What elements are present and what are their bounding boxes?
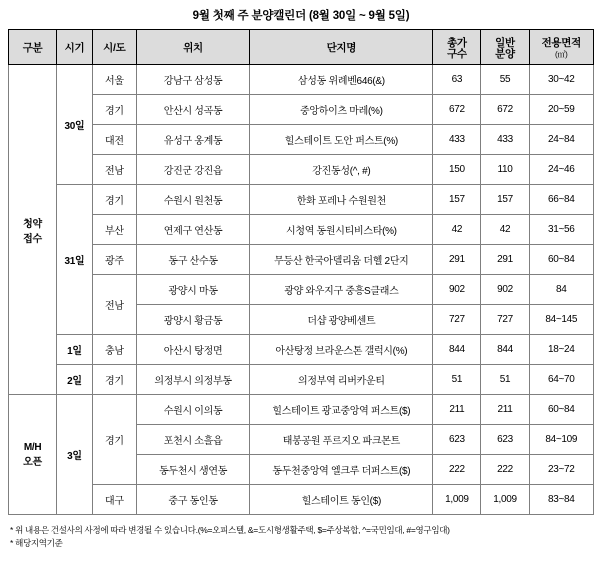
table-row (9, 155, 594, 185)
cell-area: 23~72 (529, 455, 593, 485)
cell-total-units: 902 (433, 275, 481, 305)
column-header-location: 위치 (136, 30, 250, 65)
cell-total-units: 51 (433, 365, 481, 395)
cell-complex-name: 힐스테이트 동인($) (250, 485, 433, 515)
cell-general-sale: 291 (481, 245, 529, 275)
cell-location: 유성구 옹계동 (136, 125, 250, 155)
cell-location: 포천시 소흘읍 (136, 425, 250, 455)
cell-general-sale: 157 (481, 185, 529, 215)
cell-category: 청약 접수 (9, 65, 57, 395)
cell-date: 31일 (57, 185, 93, 335)
cell-location: 광양시 황금동 (136, 305, 250, 335)
cell-location: 동구 산수동 (136, 245, 250, 275)
cell-region: 전남 (92, 275, 136, 335)
exclusive-area-unit: (㎡) (555, 50, 568, 59)
cell-location: 수원시 원천동 (136, 185, 250, 215)
supply-calendar-table (8, 29, 594, 515)
table-row (9, 365, 594, 395)
cell-location: 수원시 이의동 (136, 395, 250, 425)
cell-general-sale: 55 (481, 65, 529, 95)
cell-area: 84~109 (529, 425, 593, 455)
column-header-category: 구분 (9, 30, 57, 65)
table-row (9, 125, 594, 155)
table-header-row (9, 30, 594, 65)
cell-area: 60~84 (529, 245, 593, 275)
table-row (9, 275, 594, 305)
cell-region: 서울 (92, 65, 136, 95)
cell-date: 2일 (57, 365, 93, 395)
cell-complex-name: 힐스테이트 도안 퍼스트(%) (250, 125, 433, 155)
cell-complex-name: 더샵 광양베센트 (250, 305, 433, 335)
cell-complex-name: 무등산 한국아델리움 더헬 2단지 (250, 245, 433, 275)
cell-location: 의정부시 의정부동 (136, 365, 250, 395)
cell-location: 광양시 마동 (136, 275, 250, 305)
cell-location: 안산시 성곡동 (136, 95, 250, 125)
cell-area: 31~56 (529, 215, 593, 245)
cell-location: 동두천시 생연동 (136, 455, 250, 485)
table-row (9, 95, 594, 125)
cell-total-units: 150 (433, 155, 481, 185)
cell-complex-name: 시청역 동원시티비스타(%) (250, 215, 433, 245)
cell-area: 64~70 (529, 365, 593, 395)
cell-complex-name: 광양 와우지구 중흥S클래스 (250, 275, 433, 305)
cell-complex-name: 한화 포레나 수원원천 (250, 185, 433, 215)
cell-location: 강진군 강진읍 (136, 155, 250, 185)
total-units-line1: 총가 (447, 37, 467, 49)
cell-region: 경기 (92, 95, 136, 125)
cell-total-units: 727 (433, 305, 481, 335)
footnotes (8, 524, 594, 550)
table-row (9, 395, 594, 425)
cell-area: 20~59 (529, 95, 593, 125)
cell-total-units: 63 (433, 65, 481, 95)
exclusive-area-label: 전용면적 (541, 37, 581, 49)
table-row (9, 215, 594, 245)
cell-complex-name: 동두천중앙역 엘크루 더퍼스트($) (250, 455, 433, 485)
cell-date: 30일 (57, 65, 93, 185)
cell-general-sale: 51 (481, 365, 529, 395)
cell-location: 강남구 삼성동 (136, 65, 250, 95)
table-row (9, 185, 594, 215)
cell-area: 18~24 (529, 335, 593, 365)
cell-complex-name: 강진동성(^, #) (250, 155, 433, 185)
cell-area: 24~84 (529, 125, 593, 155)
table-row (9, 485, 594, 515)
column-header-total-units (433, 30, 481, 65)
cell-region: 경기 (92, 395, 136, 485)
cell-general-sale: 110 (481, 155, 529, 185)
cell-date: 1일 (57, 335, 93, 365)
cell-total-units: 623 (433, 425, 481, 455)
cell-general-sale: 211 (481, 395, 529, 425)
cell-general-sale: 623 (481, 425, 529, 455)
general-sale-line2: 분양 (495, 48, 515, 60)
table-row (9, 245, 594, 275)
cell-complex-name: 힐스테이트 광교중앙역 퍼스트($) (250, 395, 433, 425)
cell-category: M/H 오픈 (9, 395, 57, 515)
cell-complex-name: 의정부역 리버카운티 (250, 365, 433, 395)
cell-area: 66~84 (529, 185, 593, 215)
cell-region: 충남 (92, 335, 136, 365)
column-header-period: 시기 (57, 30, 93, 65)
cell-complex-name: 삼성동 위례벤646(&) (250, 65, 433, 95)
cell-general-sale: 902 (481, 275, 529, 305)
cell-complex-name: 태봉공원 푸르지오 파크몬트 (250, 425, 433, 455)
cell-total-units: 844 (433, 335, 481, 365)
cell-general-sale: 433 (481, 125, 529, 155)
cell-area: 83~84 (529, 485, 593, 515)
table-row (9, 335, 594, 365)
cell-total-units: 157 (433, 185, 481, 215)
page-title: 9월 첫째 주 분양캘린더 (8월 30일 ~ 9월 5일) (192, 10, 410, 22)
cell-general-sale: 1,009 (481, 485, 529, 515)
footnote-1: * 위 내용은 건설사의 사정에 따라 변경될 수 있습니다.(%=오피스텔, &=도시형생활주택, $=주상복합, ^=국민임대, #=영구임대) (10, 525, 450, 535)
cell-location: 연제구 연산동 (136, 215, 250, 245)
total-units-line2: 구수 (447, 48, 467, 60)
column-header-exclusive-area (529, 30, 593, 65)
cell-total-units: 433 (433, 125, 481, 155)
cell-general-sale: 844 (481, 335, 529, 365)
cell-general-sale: 42 (481, 215, 529, 245)
cell-total-units: 222 (433, 455, 481, 485)
cell-total-units: 672 (433, 95, 481, 125)
cell-area: 84 (529, 275, 593, 305)
table-body (9, 65, 594, 515)
column-header-general-sale (481, 30, 529, 65)
cell-region: 경기 (92, 185, 136, 215)
cell-region: 대전 (92, 125, 136, 155)
cell-region: 부산 (92, 215, 136, 245)
cell-region: 전남 (92, 155, 136, 185)
cell-area: 84~145 (529, 305, 593, 335)
general-sale-line1: 일반 (495, 37, 515, 49)
cell-total-units: 211 (433, 395, 481, 425)
cell-region: 경기 (92, 365, 136, 395)
table-row (9, 65, 594, 95)
cell-area: 60~84 (529, 395, 593, 425)
cell-general-sale: 222 (481, 455, 529, 485)
table-header (9, 30, 594, 65)
cell-date: 3일 (57, 395, 93, 515)
cell-general-sale: 672 (481, 95, 529, 125)
cell-total-units: 42 (433, 215, 481, 245)
cell-area: 24~46 (529, 155, 593, 185)
column-header-region: 시/도 (92, 30, 136, 65)
cell-general-sale: 727 (481, 305, 529, 335)
cell-complex-name: 아산탕정 브라운스톤 갤럭시(%) (250, 335, 433, 365)
column-header-complex-name: 단지명 (250, 30, 433, 65)
cell-total-units: 1,009 (433, 485, 481, 515)
cell-region: 광주 (92, 245, 136, 275)
cell-total-units: 291 (433, 245, 481, 275)
cell-location: 중구 동인동 (136, 485, 250, 515)
cell-region: 대구 (92, 485, 136, 515)
cell-area: 30~42 (529, 65, 593, 95)
cell-location: 아산시 탕정면 (136, 335, 250, 365)
footnote-2: * 해당지역기준 (10, 538, 63, 548)
cell-complex-name: 중앙하이츠 마레(%) (250, 95, 433, 125)
